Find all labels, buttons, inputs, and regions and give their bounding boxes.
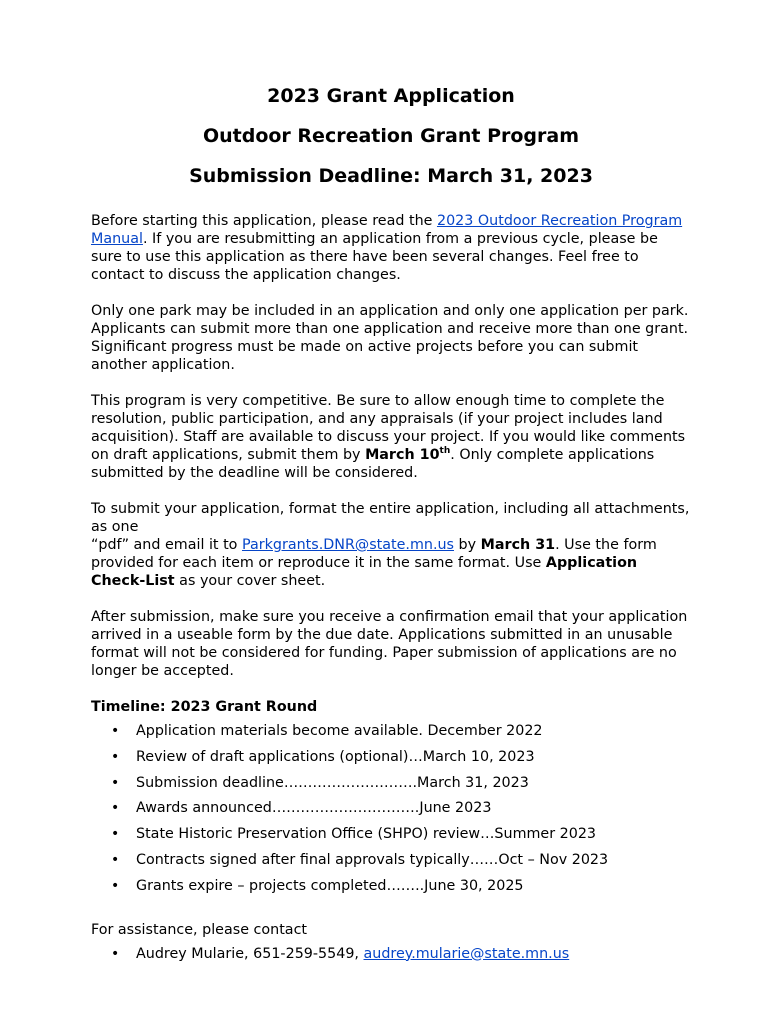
timeline-item: • Awards announced………………………….June 2023 xyxy=(111,800,492,817)
parkgrants-email-link[interactable]: Parkgrants.DNR@state.mn.us xyxy=(241,537,454,553)
contact-item: • Audrey Mularie, 651-259-5549, audrey.mularie@state.mn.us xyxy=(111,945,570,962)
deadline-heading: Submission Deadline: March 31, 2023 xyxy=(189,165,593,187)
timeline-item: • Application materials become available. December 2022 xyxy=(111,723,543,739)
eligibility-paragraph: Only one park may be included in an application and only one application per park. Applicants can submit more than one application and receive more than one grant. Significant progress must be made on active projects before you can submit another application. xyxy=(91,303,689,373)
contact-email-link[interactable]: audrey.mularie@state.mn.us xyxy=(363,945,570,962)
timeline-list xyxy=(91,722,691,903)
document-page xyxy=(91,84,691,970)
after-submission-paragraph: After submission, make sure you receive a confirmation email that your application arrived in a useable form by the due date. Applications submitted in an unusable format will not be considered for funding. Paper submission of applications are no longer be accepted. xyxy=(91,609,688,679)
program-title: Outdoor Recreation Grant Program xyxy=(202,125,580,147)
competitive-paragraph: This program is very competitive. Be sure to allow enough time to complete the resolution, public participation, and any appraisals (if your project includes land acquisition). Staff are available to discuss your project. If you would like comments on draft applications, submit them by March 10th. Only complete applications submitted by the deadline will be considered. xyxy=(91,393,686,481)
submission-paragraph: To submit your application, format the entire application, including all attachments, as one “pdf” and email it to Parkgrants.DNR@state.mn.us by March 31. Use the form provided for each item or reproduce it in the same format. Use Application Check-List as your cover sheet. xyxy=(91,501,690,589)
assistance-intro: For assistance, please contact xyxy=(91,921,308,938)
timeline-title: Timeline: 2023 Grant Round xyxy=(91,699,318,715)
timeline-item: • Contracts signed after final approvals typically……Oct – Nov 2023 xyxy=(111,851,609,868)
contact-list xyxy=(91,945,691,971)
document-title: 2023 Grant Application xyxy=(267,85,515,107)
timeline-item: • Submission deadline……………………….March 31, 2023 xyxy=(111,774,529,791)
timeline-item: • Review of draft applications (optional)…March 10, 2023 xyxy=(111,748,535,765)
timeline-item: • State Historic Preservation Office (SHPO) review…Summer 2023 xyxy=(111,826,597,843)
intro-paragraph: Before starting this application, please read the 2023 Outdoor Recreation Program Manual. If you are resubmitting an application from a previous cycle, please be sure to use this application as there have been several changes. Feel free to contact to discuss the application changes. xyxy=(91,213,683,283)
timeline-item: • Grants expire – projects completed……..June 30, 2025 xyxy=(111,877,524,894)
program-manual-link[interactable]: 2023 Outdoor Recreation Program Manual xyxy=(91,213,683,247)
